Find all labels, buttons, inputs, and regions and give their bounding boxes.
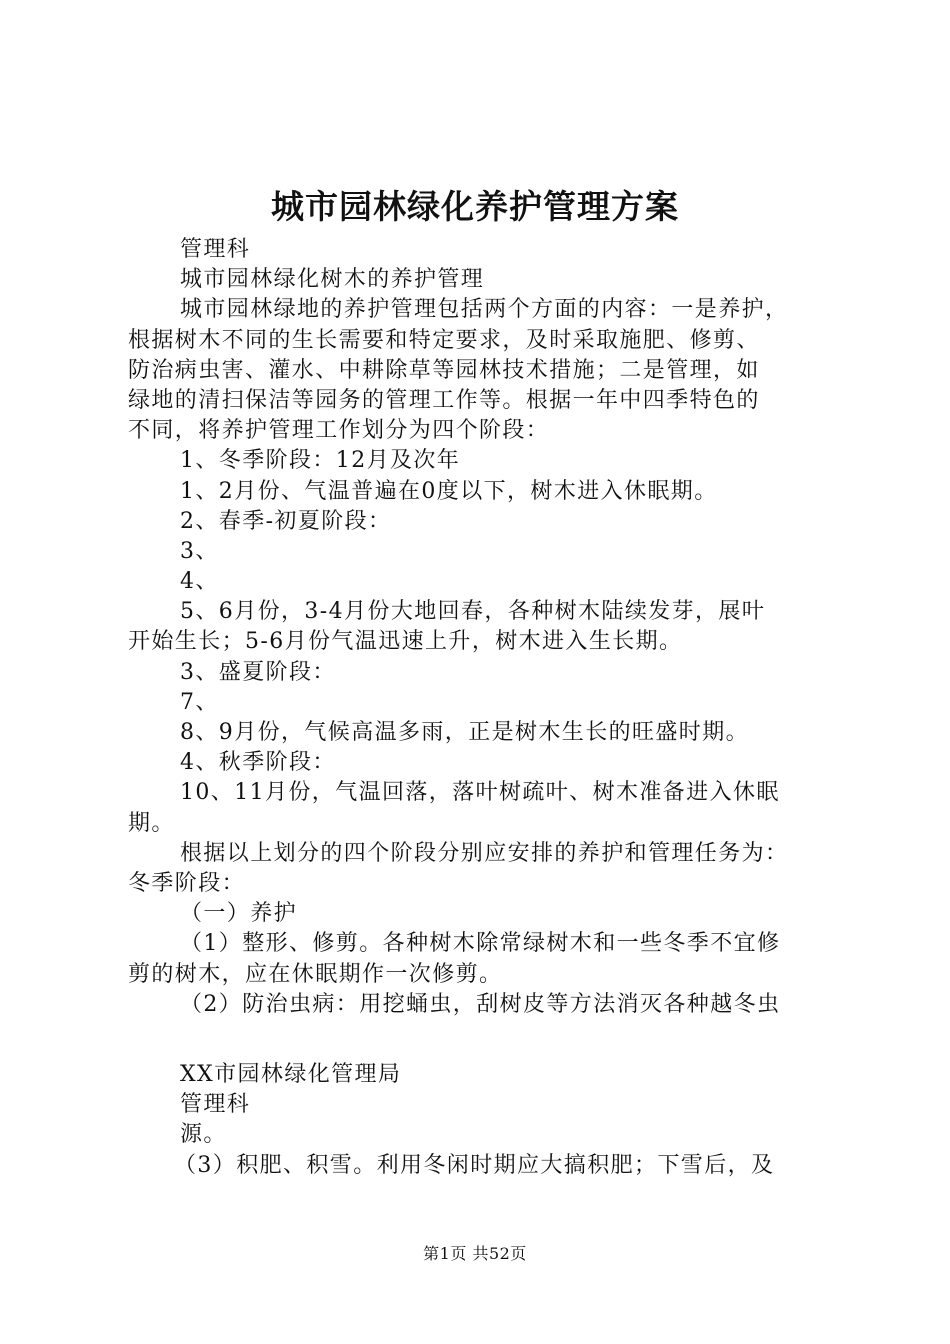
- text-line: （2）防治虫病：用挖蛹虫，刮树皮等方法消灭各种越冬虫: [180, 991, 781, 1017]
- text-line: 3、盛夏阶段：: [180, 659, 336, 685]
- text-line: 根据以上划分的四个阶段分别应安排的养护和管理任务为：: [180, 840, 789, 866]
- text-line: 管理科: [180, 1092, 251, 1118]
- text-line: 2、春季-初夏阶段：: [180, 508, 392, 534]
- text-line: （3）积肥、积雪。利用冬闲时期应大搞积肥；下雪后，及: [174, 1152, 775, 1178]
- text-line: 开始生长；5-6月份气温迅速上升，树木进入生长期。: [128, 629, 683, 655]
- text-line: 冬季阶段：: [128, 870, 246, 896]
- text-line: 根据树木不同的生长需要和特定要求，及时采取施肥、修剪、: [128, 327, 760, 353]
- text-line: （1）整形、修剪。各种树木除常绿树木和一些冬季不宜修: [180, 931, 781, 957]
- text-line: 4、秋季阶段：: [180, 750, 336, 776]
- text-line: 源。: [180, 1122, 227, 1148]
- text-line: 5、6月份，3-4月份大地回春，各种树木陆续发芽，展叶: [180, 599, 766, 625]
- page-footer: 第1页 共52页: [423, 1244, 527, 1263]
- text-line: 1、2月份、气温普遍在0度以下，树木进入休眠期。: [180, 478, 718, 504]
- text-line: 7、: [180, 689, 219, 715]
- document-title: 城市园林绿化养护管理方案: [271, 187, 679, 226]
- text-line: 城市园林绿化树木的养护管理: [180, 267, 485, 293]
- text-line: 剪的树木，应在休眠期作一次修剪。: [128, 961, 503, 987]
- text-line: 防治病虫害、灌水、中耕除草等园林技术措施；二是管理，如: [128, 357, 760, 383]
- text-line: （一）养护: [180, 901, 298, 927]
- text-line: 绿地的清扫保洁等园务的管理工作等。根据一年中四季特色的: [128, 387, 760, 413]
- text-line: XX市园林绿化管理局: [180, 1062, 402, 1087]
- text-line: 3、: [180, 538, 219, 564]
- text-line: 10、11月份，气温回落，落叶树疏叶、树木准备进入休眠: [180, 780, 780, 806]
- text-line: 城市园林绿地的养护管理包括两个方面的内容：一是养护，: [180, 297, 789, 323]
- text-line: 4、: [180, 569, 219, 595]
- text-line: 1、冬季阶段：12月及次年: [180, 448, 461, 474]
- text-line: 8、9月份，气候高温多雨，正是树木生长的旺盛时期。: [180, 720, 749, 745]
- text-line: 期。: [128, 810, 175, 836]
- text-line: 不同，将养护管理工作划分为四个阶段：: [128, 418, 550, 444]
- document-body: [128, 235, 848, 1020]
- document-body-continued: [128, 1060, 848, 1181]
- text-line: 管理科: [180, 237, 251, 262]
